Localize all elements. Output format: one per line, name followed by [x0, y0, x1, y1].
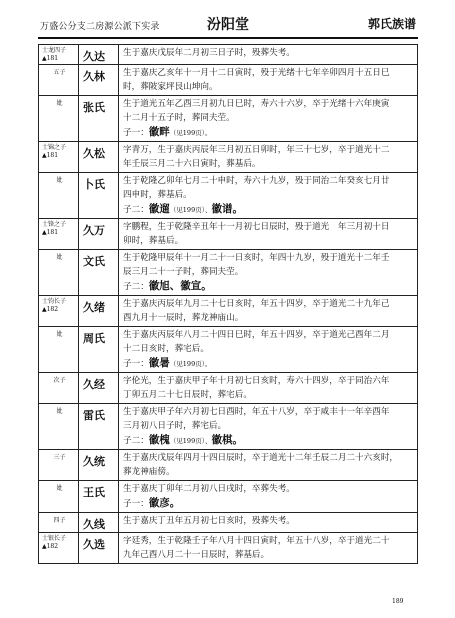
- relation-label: 三子: [53, 454, 66, 461]
- biography-line: 十二日亥时，葬宅后。: [123, 344, 209, 354]
- person-name: 王氏: [79, 481, 119, 512]
- biography-line: 字鹏程，生于乾隆辛丑年十一月初七日辰时，殁于道光 年三月初十日: [123, 222, 390, 232]
- person-name: 久统: [79, 450, 119, 480]
- children-names-more: 徽棋。: [211, 434, 243, 446]
- biography-line: 生于嘉庆戊辰年四月十四日辰时，卒于道光十二年壬辰二月二十六亥时，: [123, 453, 399, 463]
- generation-marker: ▲181: [42, 55, 59, 62]
- generation-marker: ▲181: [42, 152, 59, 159]
- children-names: 徽旭、徽宣。: [148, 280, 212, 292]
- person-name: 久林: [79, 65, 119, 95]
- relation-label: 妣: [56, 254, 63, 261]
- biography-line: 时，葬陂家坪艮山坤向。: [123, 82, 218, 92]
- biography-line: 字廷秀，生于乾隆壬子年八月十四日寅时，年五十八岁，卒于道光二十: [123, 536, 390, 546]
- children-names: 徽遛: [148, 203, 170, 215]
- page-reference: （见199页）、: [169, 437, 212, 445]
- biography-line: 辰三月二十一子时，葬同夫茔。: [123, 267, 244, 277]
- biography-line: 生于乾隆甲辰年十一月二十一日亥时，年四十九岁，殁于道光十二年壬: [123, 253, 390, 263]
- biography-line: 生于嘉庆丁卯年二月初八日戌时，卒葬失考。: [123, 484, 295, 494]
- record-row: [38, 373, 418, 404]
- person-name: 久线: [79, 513, 119, 532]
- relation-cell: [39, 373, 79, 403]
- biography-cell: [119, 373, 417, 403]
- biography-cell: [119, 65, 417, 95]
- children-line: [123, 356, 211, 371]
- book-title: 郭氏族谱: [367, 17, 416, 31]
- relation-label: 士钧长子: [42, 298, 67, 305]
- biography-line: 九年己酉八月二十一日辰时，葬基后。: [123, 550, 270, 560]
- biography-line: 字青万，生于嘉庆丙辰年三月初五日卯时，年三十七岁，卒于道光十二: [123, 145, 390, 155]
- record-row: [38, 481, 418, 513]
- person-name: 文氏: [79, 250, 119, 295]
- biography-cell: [119, 45, 417, 64]
- page-header: [40, 14, 416, 36]
- children-names-more: 徽谱。: [211, 203, 243, 215]
- biography-line: 卯时，葬基后。: [123, 236, 184, 246]
- biography-cell: [119, 481, 417, 512]
- relation-cell: [39, 404, 79, 449]
- biography-cell: [119, 296, 417, 326]
- children-label: 子二：: [123, 436, 149, 446]
- person-name: 久达: [79, 45, 119, 64]
- relation-cell: [39, 96, 79, 141]
- relation-label: 妣: [56, 100, 63, 107]
- person-name: 张氏: [79, 96, 119, 141]
- record-row: [38, 450, 418, 481]
- relation-label: 妣: [56, 331, 63, 338]
- page-reference: （见199页）。: [169, 360, 212, 368]
- children-label: 子一：: [123, 499, 149, 509]
- person-name: 周氏: [79, 327, 119, 372]
- children-line: [123, 125, 211, 140]
- biography-line: 生于嘉庆甲子年六月初七日酉时，年五十八岁，卒于咸丰十一年辛酉年: [123, 407, 390, 417]
- header-rule: [38, 37, 418, 39]
- relation-cell: [39, 450, 79, 480]
- relation-label: 士锋之子: [42, 221, 67, 228]
- children-names: 徽畔: [148, 126, 170, 138]
- biography-cell: [119, 327, 417, 372]
- biography-line: 年壬辰三月二十六日寅时，葬基后。: [123, 159, 261, 169]
- relation-label: 妣: [56, 485, 63, 492]
- generation-marker: ▲182: [42, 306, 59, 313]
- lineage-title: 万盛公分支二房源公派下实录: [40, 22, 160, 32]
- record-row: [38, 513, 418, 533]
- relation-cell: [39, 45, 79, 64]
- record-row: [38, 533, 418, 564]
- hall-name: 汾阳堂: [207, 17, 249, 33]
- biography-cell: [119, 450, 417, 480]
- record-row: [38, 45, 418, 65]
- relation-label: 士锦之子: [42, 144, 67, 151]
- biography-line: 酉九月十一辰时，葬龙神庙山。: [123, 313, 244, 323]
- person-name: 久绪: [79, 296, 119, 326]
- biography-cell: [119, 96, 417, 141]
- biography-line: 生于嘉庆丙辰年九月二十七日亥时，年五十四岁，卒于道光二十九年己: [123, 299, 390, 309]
- person-name: 久经: [79, 373, 119, 403]
- biography-cell: [119, 404, 417, 449]
- biography-cell: [119, 533, 417, 563]
- biography-cell: [119, 250, 417, 295]
- biography-cell: [119, 219, 417, 249]
- relation-label: 士龙四子: [42, 47, 67, 54]
- biography-line: 生于嘉庆丙辰年八月二十四日巳时，年五十四岁，卒于道光己酉年二月: [123, 330, 390, 340]
- children-names: 徽彦。: [148, 497, 181, 509]
- record-row: [38, 65, 418, 96]
- record-row: [38, 173, 418, 219]
- relation-cell: [39, 533, 79, 563]
- person-name: 卜氏: [79, 173, 119, 218]
- record-row: [38, 96, 418, 142]
- biography-cell: [119, 173, 417, 218]
- page-number: 189: [392, 598, 404, 605]
- record-row: [38, 250, 418, 296]
- relation-label: 次子: [53, 377, 66, 384]
- person-name: 久松: [79, 142, 119, 172]
- biography-line: 字伦光，生于嘉庆甲子年十月初七日亥时，寿六十四岁，卒于同治六年: [123, 376, 390, 386]
- children-label: 子一：: [123, 359, 149, 369]
- record-row: [38, 296, 418, 327]
- children-label: 子二：: [123, 282, 149, 292]
- relation-label: 四子: [53, 517, 66, 524]
- relation-cell: [39, 327, 79, 372]
- record-row: [38, 219, 418, 250]
- relation-label: 妣: [56, 408, 63, 415]
- person-name: 久选: [79, 533, 119, 563]
- relation-cell: [39, 481, 79, 512]
- relation-cell: [39, 219, 79, 249]
- relation-label: 士银长子: [42, 535, 67, 542]
- children-line: [123, 433, 243, 448]
- biography-cell: [119, 513, 417, 532]
- relation-cell: [39, 296, 79, 326]
- record-row: [38, 404, 418, 450]
- relation-cell: [39, 142, 79, 172]
- biography-line: 四申时，葬基后。: [123, 190, 192, 200]
- person-name: 雷氏: [79, 404, 119, 449]
- person-name: 久万: [79, 219, 119, 249]
- children-names: 徽暑: [148, 357, 170, 369]
- biography-line: 十二月十五子时，葬同夫茔。: [123, 113, 235, 123]
- relation-cell: [39, 173, 79, 218]
- genealogy-table: [38, 44, 418, 564]
- biography-cell: [119, 142, 417, 172]
- generation-marker: ▲182: [42, 543, 59, 550]
- children-names: 徽槐: [148, 434, 170, 446]
- record-row: [38, 327, 418, 373]
- biography-line: 丁卯五月二十七日辰时，葬宅后。: [123, 390, 252, 400]
- biography-line: 葬龙神庙傍。: [123, 467, 175, 477]
- children-line: [123, 202, 243, 217]
- children-label: 子二：: [123, 205, 149, 215]
- relation-label: 妣: [56, 177, 63, 184]
- relation-label: 五子: [53, 69, 66, 76]
- record-row: [38, 142, 418, 173]
- biography-line: 生于嘉庆乙亥年十一月十二日寅时，殁于光绪十七年辛卯四月十五日巳: [123, 68, 390, 78]
- relation-cell: [39, 513, 79, 532]
- children-line: [123, 496, 180, 511]
- biography-line: 生于道光五年乙酉三月初九日巳时，寿六十六岁，卒于光绪十六年庚寅: [123, 99, 390, 109]
- biography-line: 三月初八日子时，葬宅后。: [123, 421, 227, 431]
- page-reference: （见199页）、: [169, 206, 212, 214]
- biography-line: 生于嘉庆丁丑年五月初七日亥时，殁葬失考。: [123, 516, 295, 526]
- children-line: [123, 279, 212, 294]
- children-label: 子一：: [123, 128, 149, 138]
- biography-line: 生于乾隆乙卯年七月二十申时，寿六十九岁，殁于同治二年癸亥七月廿: [123, 176, 390, 186]
- generation-marker: ▲181: [42, 229, 59, 236]
- relation-cell: [39, 65, 79, 95]
- relation-cell: [39, 250, 79, 295]
- biography-line: 生于嘉庆戊辰年二月初三日子时，殁葬失考。: [123, 48, 295, 58]
- page-reference: （见199页）。: [169, 129, 212, 137]
